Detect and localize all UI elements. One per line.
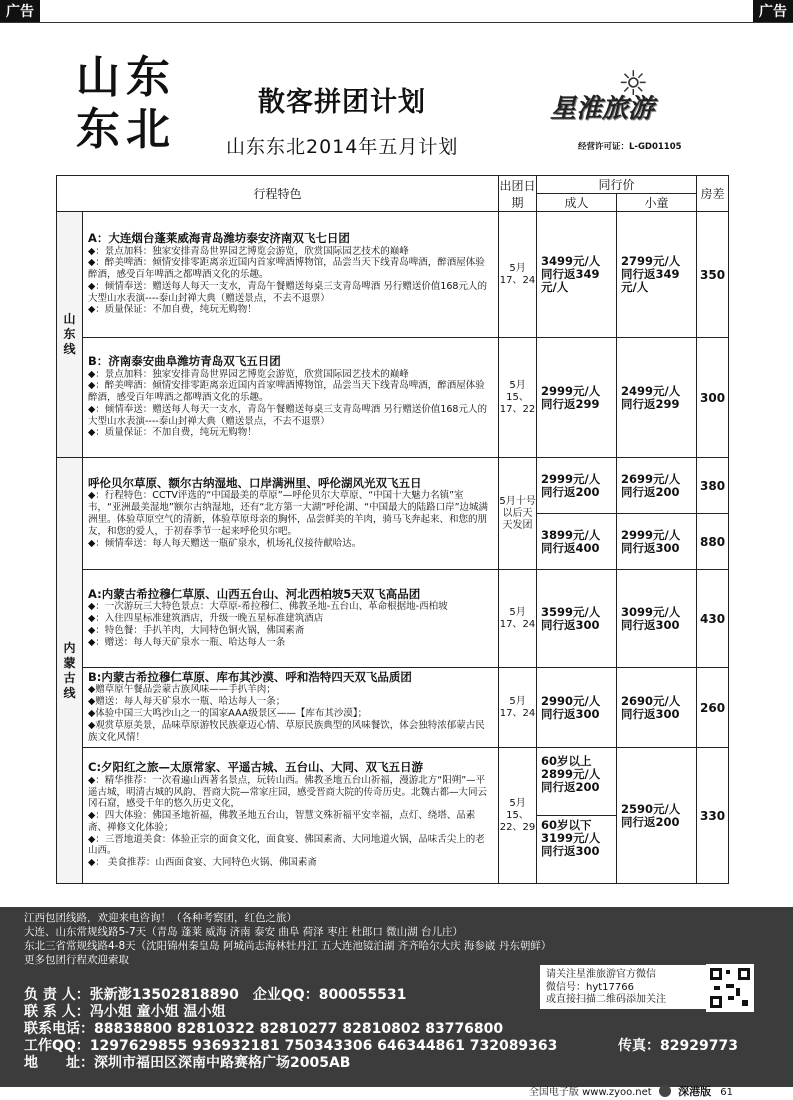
header-price: 同行价 — [537, 176, 697, 194]
contact-line: 工作QQ：1297629855 936932181 750343306 646344861 732089363 — [24, 1038, 558, 1054]
table-row — [57, 212, 729, 338]
brand-logo — [548, 64, 718, 130]
route-desc: B：济南泰安曲阜潍坊青岛双飞五日团 ◆：景点加料：独家安排青岛世界园艺博览会游览，欣赏国际园艺技术的巅峰 ◆：醉美啤酒：倾情安排零距离亲近国内首家啤酒博物馆，品尝当天下线青岛啤酒，醉酒屋体验醉酒，感受百年啤酒之都啤酒文化的乐趣。 ◆：倾情奉送：赠送每人每天一支水，青岛午餐赠送每桌三支青岛啤酒 另行赠送价值168元人的大型山水表演----泰山封禅大典（赠送景点，不去不退票） ◆：质量保证：不加自费，纯玩无购物！ — [83, 338, 499, 458]
child-price: 2499元/人 同行返299 — [617, 338, 697, 458]
ad-tag-right: 广告 — [753, 0, 793, 22]
route-desc: A:内蒙古希拉穆仁草原、山西五台山、河北西柏坡5天双飞高品团 ◆：一次游玩三大特色景点：大草原-希拉穆仁、佛教圣地-五台山、革命根据地-西柏坡 ◆：入住四星标准建筑酒店，升级一晚五星标准建筑酒店 ◆：特色餐：手扒羊肉，大同特色铜火锅，佛国素斋 ◆：赠送：每人每天矿泉水一瓶、哈达每人一条 — [83, 570, 499, 668]
room-diff: 430 — [697, 570, 729, 668]
contact-line: 联 系 人：冯小姐 童小姐 温小姐 — [24, 1004, 226, 1020]
route-desc: B:内蒙古希拉穆仁草原、库布其沙漠、呼和浩特四天双飞品质团 ◆赠草原午餐品尝蒙古族风味——手扒羊肉； ◆赠送：每人每天矿泉水一瓶、哈达每人一条； ◆体验中国三大鸣沙山之一的国家AAA级景区——【库布其沙漠】； ◆观赏草原美景，品味草原游牧民族豪迈心情、草原民族典型的风味餐饮，体会独特浓郁蒙古民族文化风情！ — [83, 668, 499, 748]
adult-price: 2990元/人 同行返300 — [537, 668, 617, 748]
adult-price: 3499元/人 同行返349元/人 — [537, 212, 617, 338]
header-adult: 成人 — [537, 194, 617, 212]
logo — [76, 52, 196, 156]
departure-date: 5月 15、17、22 — [499, 338, 537, 458]
room-diff: 260 — [697, 668, 729, 748]
route-desc: 呼伦贝尔草原、额尔古纳湿地、口岸满洲里、呼伦湖风光双飞五日 ◆：行程特色：CCTV评选的“中国最美的草原”—呼伦贝尔大草原、“中国十大魅力名镇”室韦，“亚洲最美湿地”额尔古纳湿地，还有“北方第一大湖”呼伦湖、“中国最大的陆路口岸”边城满洲里。体验草原空气的清新，体验草原母亲的胸怀，品尝鲜美的羊肉，骑马飞奔起来、和您的朋友，和您的爱人，于初春季节一起来呼伦贝尔吧。 ◆：倾情奉送：每人每天赠送一瓶矿泉水，机场礼仪接待献哈达。 — [83, 458, 499, 570]
child-price: 2699元/人 同行返200 — [617, 458, 697, 514]
room-diff: 330 — [697, 748, 729, 884]
route-title: 呼伦贝尔草原、额尔古纳湿地、口岸满洲里、呼伦湖风光双飞五日 — [88, 475, 422, 490]
info-line: 东北三省常规线路4-8天（沈阳锦州秦皇岛 阿城尚志海林牡丹江 五大连池镜泊湖 齐齐哈尔大庆 海参崴 丹东朝鲜） — [24, 940, 552, 952]
route-title: A：大连烟台蓬莱威海青岛潍坊泰安济南双飞七日团 — [88, 230, 350, 245]
table-row — [57, 570, 729, 668]
contact-line: 负 责 人：张新澎13502818890 企业QQ：800055531 — [24, 987, 407, 1003]
page-subtitle: 山东东北2014年五月计划 — [226, 136, 459, 158]
table-row — [57, 338, 729, 458]
departure-date: 5月 15、22、29 — [499, 748, 537, 884]
header-child: 小童 — [617, 194, 697, 212]
room-diff: 380 — [697, 458, 729, 514]
info-line: 江西包团线路，欢迎来电咨询！（各种考察团，红色之旅） — [24, 912, 297, 924]
child-price: 2690元/人 同行返300 — [617, 668, 697, 748]
top-divider — [0, 22, 793, 23]
ad-tag-left: 广告 — [0, 0, 40, 22]
room-diff: 300 — [697, 338, 729, 458]
child-price: 2590元/人 同行返200 — [617, 748, 697, 884]
page-title: 散客拼团计划 — [258, 87, 426, 118]
route-desc: A：大连烟台蓬莱威海青岛潍坊泰安济南双飞七日团 ◆：景点加料：独家安排青岛世界园艺博览会游览，欣赏国际园艺技术的巅峰 ◆：醉美啤酒：倾情安排零距离亲近国内首家啤酒博物馆，品尝当天下线青岛啤酒，醉酒屋体验醉酒，感受百年啤酒之都啤酒文化的乐趣。 ◆：倾情奉送：赠送每人每天一支水，青岛午餐赠送每桌三支青岛啤酒 另行赠送价值168元人的大型山水表演----泰山封禅大典（赠送景点，不去不退票） ◆：质量保证：不加自费，纯玩无购物！ — [83, 212, 499, 338]
table-row — [57, 458, 729, 514]
globe-icon — [659, 1085, 671, 1097]
adult-price: 2999元/人 同行返200 — [537, 458, 617, 514]
qr-code-icon — [706, 964, 754, 1012]
header-date: 出团日期 — [499, 176, 537, 212]
page-number: 61 — [720, 1087, 733, 1098]
room-diff: 880 — [697, 514, 729, 570]
info-line: 大连、山东常规线路5-7天（青岛 蓬莱 威海 济南 泰安 曲阜 荷泽 枣庄 杜郎口 微山湖 台儿庄） — [24, 926, 464, 938]
departure-date: 5月十号以后天天发团 — [499, 458, 537, 570]
child-price: 2799元/人 同行返349元/人 — [617, 212, 697, 338]
route-title: A:内蒙古希拉穆仁草原、山西五台山、河北西柏坡5天双飞高品团 — [88, 586, 421, 601]
itinerary-table — [56, 175, 729, 884]
fax-line: 传真：82929773 — [618, 1038, 738, 1054]
route-title: B：济南泰安曲阜潍坊青岛双飞五日团 — [88, 353, 281, 368]
route-title: C:夕阳红之旅—太原常家、平遥古城、五台山、大同、双飞五日游 — [88, 759, 424, 774]
info-line: 更多包团行程欢迎索取 — [24, 954, 129, 966]
address-line: 地 址：深圳市福田区深南中路赛格广场2005AB — [24, 1055, 351, 1071]
logo-line-2: 东北 — [76, 104, 176, 155]
header-diff: 房差 — [697, 176, 729, 212]
adult-price: 60岁以上 2899元/人 同行返200 60岁以下 3199元/人 同行返300 — [537, 748, 617, 884]
header-route: 行程特色 — [57, 176, 499, 212]
departure-date: 5月 17、24 — [499, 212, 537, 338]
brand-name: 星淮旅游 — [550, 94, 655, 124]
table-row — [57, 668, 729, 748]
child-price: 2999元/人 同行返300 — [617, 514, 697, 570]
footer-site: 全国电子版 www.zyoo.net — [528, 1087, 652, 1098]
contact-line: 联系电话：88838800 82810322 82810277 82810802 83776800 — [24, 1021, 504, 1037]
table-row — [57, 748, 729, 884]
departure-date: 5月 17、24 — [499, 668, 537, 748]
region-shandong: 山东线 — [57, 212, 83, 458]
footer-edition: 深港版 — [678, 1085, 712, 1098]
adult-price: 3899元/人 同行返400 — [537, 514, 617, 570]
adult-price: 3599元/人 同行返300 — [537, 570, 617, 668]
adult-price: 2999元/人 同行返299 — [537, 338, 617, 458]
child-price: 3099元/人 同行返300 — [617, 570, 697, 668]
logo-line-1: 山东 — [76, 52, 176, 103]
license-number: 经营许可证：L-GD01105 — [578, 142, 682, 152]
route-desc: C:夕阳红之旅—太原常家、平遥古城、五台山、大同、双飞五日游 ◆：精华推荐：一次看遍山西著名景点，玩转山西。佛教圣地五台山祈福，漫游北方“阳朔”—平遥古城，明清古城的风韵、晋商大院—常家庄园，感受晋商大院的传奇历史。北魏古都—大同云冈石窟，感受千年的悠久历史文化， ◆：四大体验：佛国圣地祈福，佛教圣地五台山，智慧文殊祈福平安幸福，点灯、绕塔、品素斋、禅修文化体验； ◆：三晋地道美食：体验正宗的面食文化，面食宴、佛国素斋、大同地道火锅，品味舌尖上的老山西。 ◆： 美食推荐：山西面食宴、大同特色火锅、佛国素斋 — [83, 748, 499, 884]
sun-icon: ☼ — [618, 64, 649, 104]
departure-date: 5月 17、24 — [499, 570, 537, 668]
region-neimenggu: 内蒙古线 — [57, 458, 83, 884]
route-title: B:内蒙古希拉穆仁草原、库布其沙漠、呼和浩特四天双飞品质团 — [88, 669, 412, 684]
page-footer — [529, 1083, 733, 1099]
wechat-box: 请关注星淮旅游官方微信 微信号：hyt17766 或直接扫描二维码添加关注 — [540, 965, 706, 1009]
room-diff: 350 — [697, 212, 729, 338]
